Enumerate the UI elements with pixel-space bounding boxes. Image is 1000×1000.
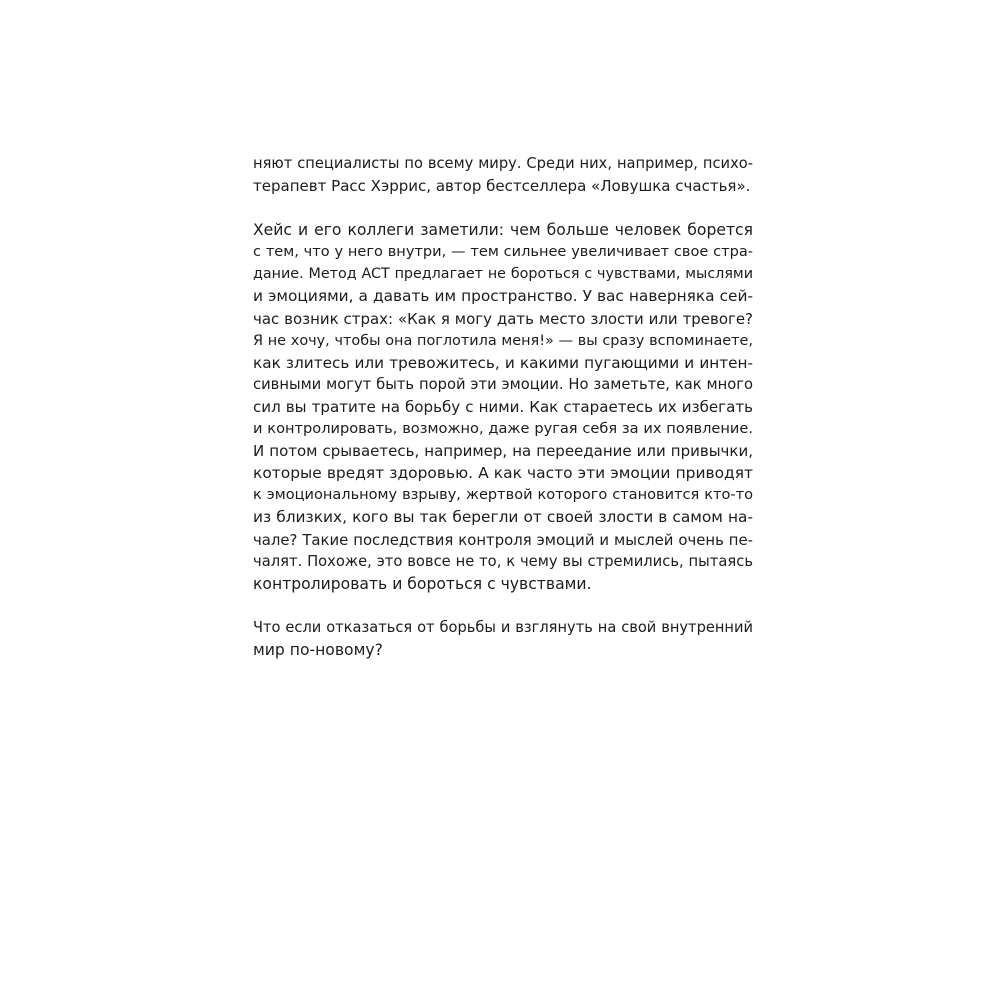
text-line: сил вы тратите на борьбу с ними. Как стараетесь их избегать <box>253 397 753 416</box>
text-line: Я не хочу, чтобы она поглотила меня!» — вы сразу вспоминаете, <box>253 332 753 349</box>
paragraph-3 <box>253 617 753 661</box>
text-line: которые вредят здоровью. А как часто эти эмоции приводят <box>253 464 753 483</box>
text-line: с тем, что у него внутри, — тем сильнее увеличивает свое стра- <box>253 243 753 261</box>
text-line: чале? Такие последствия контроля эмоций и мыслей очень пе- <box>253 530 753 549</box>
paragraph-2 <box>253 219 753 595</box>
text-line: И потом срываетесь, например, на переедание или привычки, <box>253 442 753 461</box>
text-line: к эмоциональному взрыву, жертвой которого становится кто-то <box>253 486 753 504</box>
text-line: мир по-новому? <box>253 640 383 659</box>
text-line: няют специалисты по всему миру. Среди них, например, психо- <box>253 155 753 172</box>
text-line: чалят. Похоже, это вовсе не то, к чему вы стремились, пытаясь <box>253 552 753 570</box>
text-line: и контролировать, возможно, даже ругая себя за их появление. <box>253 420 753 438</box>
text-line: сивными могут быть порой эти эмоции. Но заметьте, как много <box>253 375 753 393</box>
text-line: Что если отказаться от борьбы и взглянуть на свой внутренний <box>253 618 753 636</box>
text-line: Хейс и его коллеги заметили: чем больше человек борется <box>253 221 753 240</box>
text-line: дание. Метод ACT предлагает не бороться с чувствами, мыслями <box>253 266 753 283</box>
text-line: терапевт Расс Хэррис, автор бестселлера «Ловушка счастья». <box>253 177 751 196</box>
text-line: из близких, кого вы так берегли от своей злости в самом на- <box>253 508 753 527</box>
text-line: час возник страх: «Как я могу дать место злости или тревоге? <box>253 309 753 328</box>
text-line: и эмоциями, а давать им пространство. У вас наверняка сей- <box>253 287 753 306</box>
text-line: как злитесь или тревожитесь, и какими пугающими и интен- <box>253 353 753 372</box>
body-text <box>253 153 753 661</box>
paragraph-1 <box>253 153 753 197</box>
text-line: контролировать и бороться с чувствами. <box>253 574 592 593</box>
